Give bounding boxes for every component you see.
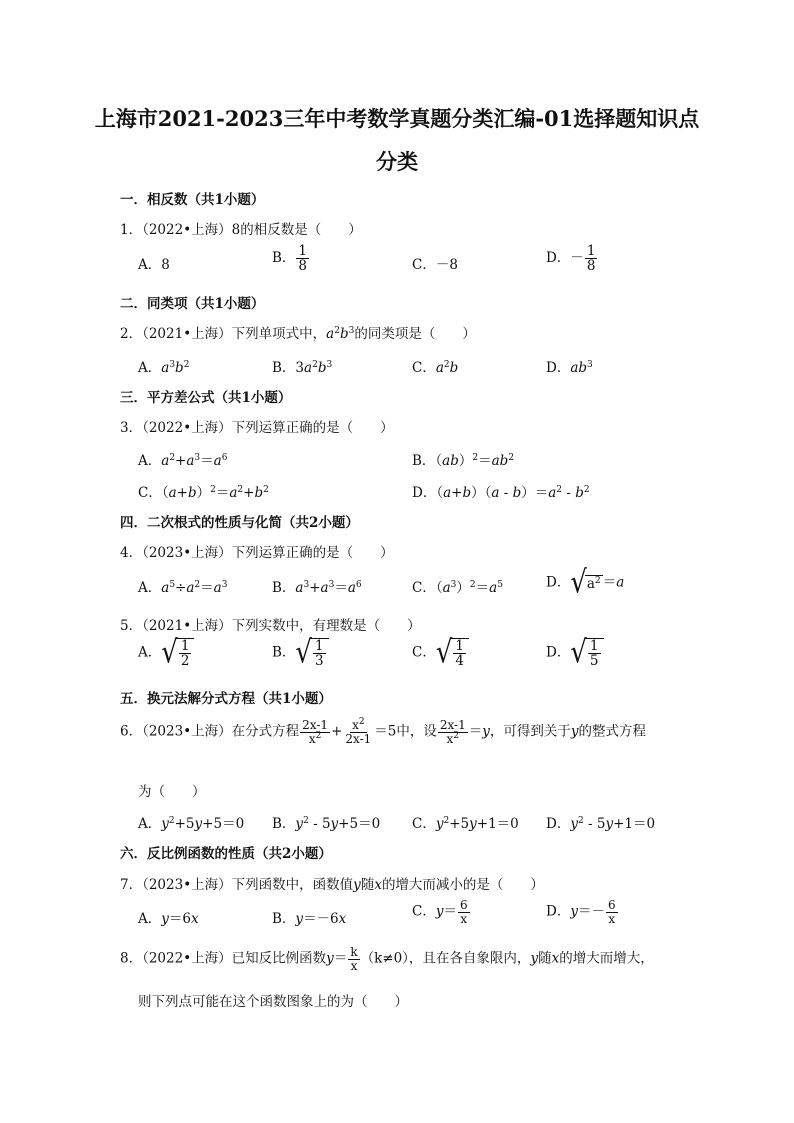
q6-option-b: B．$y^2 - 5y+5=0$ (272, 816, 381, 832)
section-heading: 三．平方差公式（共1小题） (120, 390, 292, 406)
q7-option-c: C．y＝ $\frac{6}{x}$ (412, 898, 468, 926)
question-6-line2: 为（ ） (138, 784, 206, 800)
question-5-stem: 5．（2021•上海）下列实数中，有理数是（ ） (120, 618, 421, 634)
q2-option-a: A．$a^3b^2$ (138, 360, 190, 376)
q6-option-a: A．$y^2+5y+5=0$ (138, 816, 245, 832)
section-heading: 二．同类项（共1小题） (120, 296, 265, 312)
q1-option-b: B． $\frac{1}{8}$ (272, 243, 308, 275)
q3-option-d: D．$(a+b)(a - b)=a^2 - b^2$ (412, 485, 590, 501)
page-title: 上海市2021-2023三年中考数学真题分类汇编-01选择题知识点 (94, 106, 700, 131)
question-8-stem: 8．（2022•上海）已知反比例函数y＝ $\frac{k}{x}$ （k≠0），且在各自象限内，y随x的增大而增大， (120, 945, 654, 973)
q4-option-a: A．$a^5\div a^2=a^3$ (138, 580, 228, 596)
q4-option-d: D． √ $a^2$ ＝a (546, 565, 625, 601)
question-8-line2: 则下列点可能在这个函数图象上的为（ ） (138, 994, 408, 1010)
q1-option-c: C．－8 (412, 257, 458, 273)
q5-option-c: C． √ $\frac{1}{4}$ (412, 638, 469, 668)
q3-option-a: A．$a^2+a^3=a^6$ (138, 453, 228, 469)
question-3-stem: 3．（2022•上海）下列运算正确的是（ ） (120, 420, 394, 436)
question-2-stem: 2．（2021•上海）下列单项式中，$a^2b^3$的同类项是（ ） (120, 326, 476, 342)
q6-option-c: C．$y^2+5y+1=0$ (412, 816, 519, 832)
question-6-stem: 6．（2023•上海）在分式方程 $\frac{2x-1}{x^2}$ + $\frac{x^2}{2x-1}$ ＝5中，设 $\frac{2x-1}{x^2}$ ＝y，可得到关于y的整式方程 (120, 717, 647, 746)
section-heading: 一．相反数（共1小题） (120, 192, 265, 208)
q7-option-d: D．y＝－ $\frac{6}{x}$ (546, 898, 616, 926)
q3-option-b: B．$(ab)^2=ab^2$ (412, 453, 515, 469)
question-7-stem: 7．（2023•上海）下列函数中，函数值y随x的增大而减小的是（ ） (120, 877, 544, 893)
q6-option-d: D．$y^2 - 5y+1=0$ (546, 816, 656, 832)
section-heading: 四．二次根式的性质与化简（共2小题） (120, 515, 359, 531)
q5-option-a: A． √ $\frac{1}{2}$ (138, 638, 194, 668)
q2-option-c: C．$a^2b$ (412, 360, 459, 376)
page-title-line2: 分类 (376, 149, 418, 174)
q4-option-c: C．$(a^3)^2=a^5$ (412, 580, 503, 596)
q1-option-a: A．8 (138, 257, 170, 273)
question-4-stem: 4．（2023•上海）下列运算正确的是（ ） (120, 545, 394, 561)
q1-option-d: D．－ $\frac{1}{8}$ (546, 243, 596, 275)
question-1-stem: 1．（2022•上海）8的相反数是（ ） (120, 222, 362, 238)
section-heading: 六．反比例函数的性质（共2小题） (120, 846, 332, 862)
q7-option-b: B．y＝－6x (272, 911, 347, 927)
q2-option-d: D．$ab^3$ (546, 360, 593, 376)
q7-option-a: A．y＝6x (138, 911, 199, 927)
q2-option-b: B．$3a^2b^3$ (272, 360, 333, 376)
q5-option-d: D． √ $\frac{1}{5}$ (546, 638, 604, 668)
q4-option-b: B．$a^3+a^3=a^6$ (272, 580, 362, 596)
q3-option-c: C．$(a+b)^2=a^2+b^2$ (138, 485, 269, 501)
section-heading: 五．换元法解分式方程（共1小题） (120, 691, 332, 707)
q5-option-b: B． √ $\frac{1}{3}$ (272, 638, 329, 668)
